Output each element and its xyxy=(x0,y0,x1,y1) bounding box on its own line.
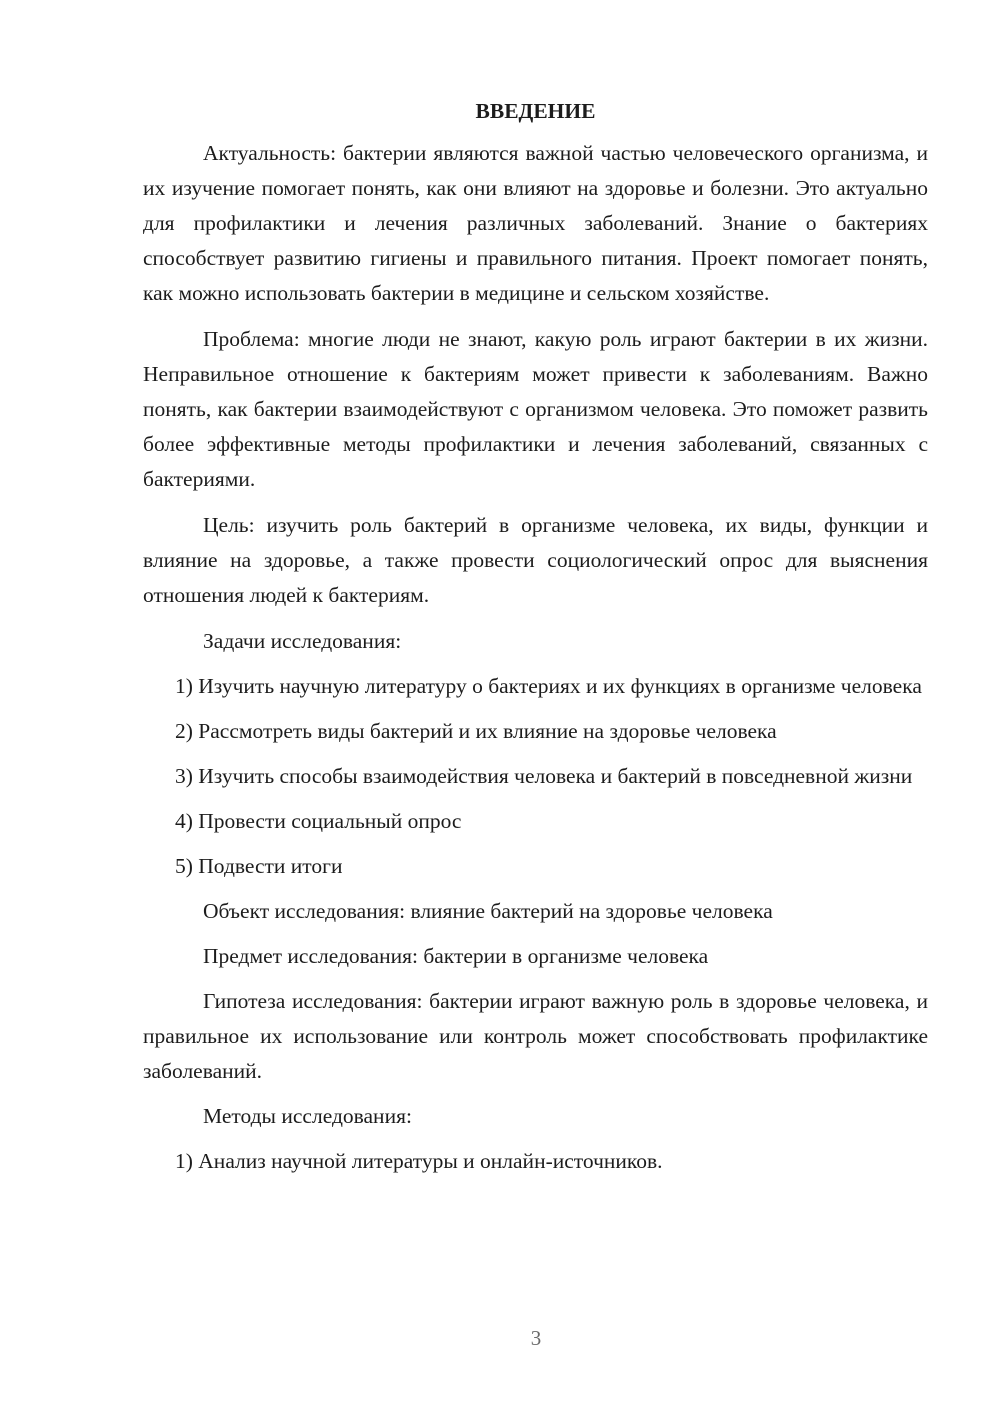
research-hypothesis: Гипотеза исследования: бактерии играют важную роль в здоровье человека, и правильное их использование или контроль может способствовать профилактике заболеваний. xyxy=(143,989,928,1083)
document-page xyxy=(143,96,928,1179)
task-item: 2) Рассмотреть виды бактерий и их влияние на здоровье человека xyxy=(175,719,777,743)
research-subject: Предмет исследования: бактерии в организме человека xyxy=(203,944,709,968)
method-item: 1) Анализ научной литературы и онлайн-источников. xyxy=(175,1149,663,1173)
task-item: 4) Провести социальный опрос xyxy=(175,809,462,833)
section-title: ВВЕДЕНИЕ xyxy=(475,99,596,123)
paragraph-relevance: Актуальность: бактерии являются важной частью человеческого организма, и их изучение помогает понять, как они влияют на здоровье и болезни. Это актуально для профилактики и лечения различных заболеваний. Знание о бактериях способствует развитию гигиены и правильного питания. Проект помогает понять, как можно использовать бактерии в медицине и сельском хозяйстве. xyxy=(143,141,928,305)
task-item: 3) Изучить способы взаимодействия человека и бактерий в повседневной жизни xyxy=(175,764,913,788)
tasks-heading: Задачи исследования: xyxy=(203,629,402,653)
page-number: 3 xyxy=(530,1326,542,1350)
task-item: 1) Изучить научную литературу о бактериях и их функциях в организме человека xyxy=(175,674,922,698)
paragraph-problem: Проблема: многие люди не знают, какую роль играют бактерии в их жизни. Неправильное отношение к бактериям может привести к заболеваниям. Важно понять, как бактерии взаимодействуют с организмом человека. Это поможет развить более эффективные методы профилактики и лечения заболеваний, связанных с бактериями. xyxy=(143,327,928,491)
paragraph-goal: Цель: изучить роль бактерий в организме человека, их виды, функции и влияние на здоровье, а также провести социологический опрос для выяснения отношения людей к бактериям. xyxy=(143,513,928,607)
research-object: Объект исследования: влияние бактерий на здоровье человека xyxy=(203,899,773,923)
methods-heading: Методы исследования: xyxy=(203,1104,412,1128)
task-item: 5) Подвести итоги xyxy=(175,854,343,878)
